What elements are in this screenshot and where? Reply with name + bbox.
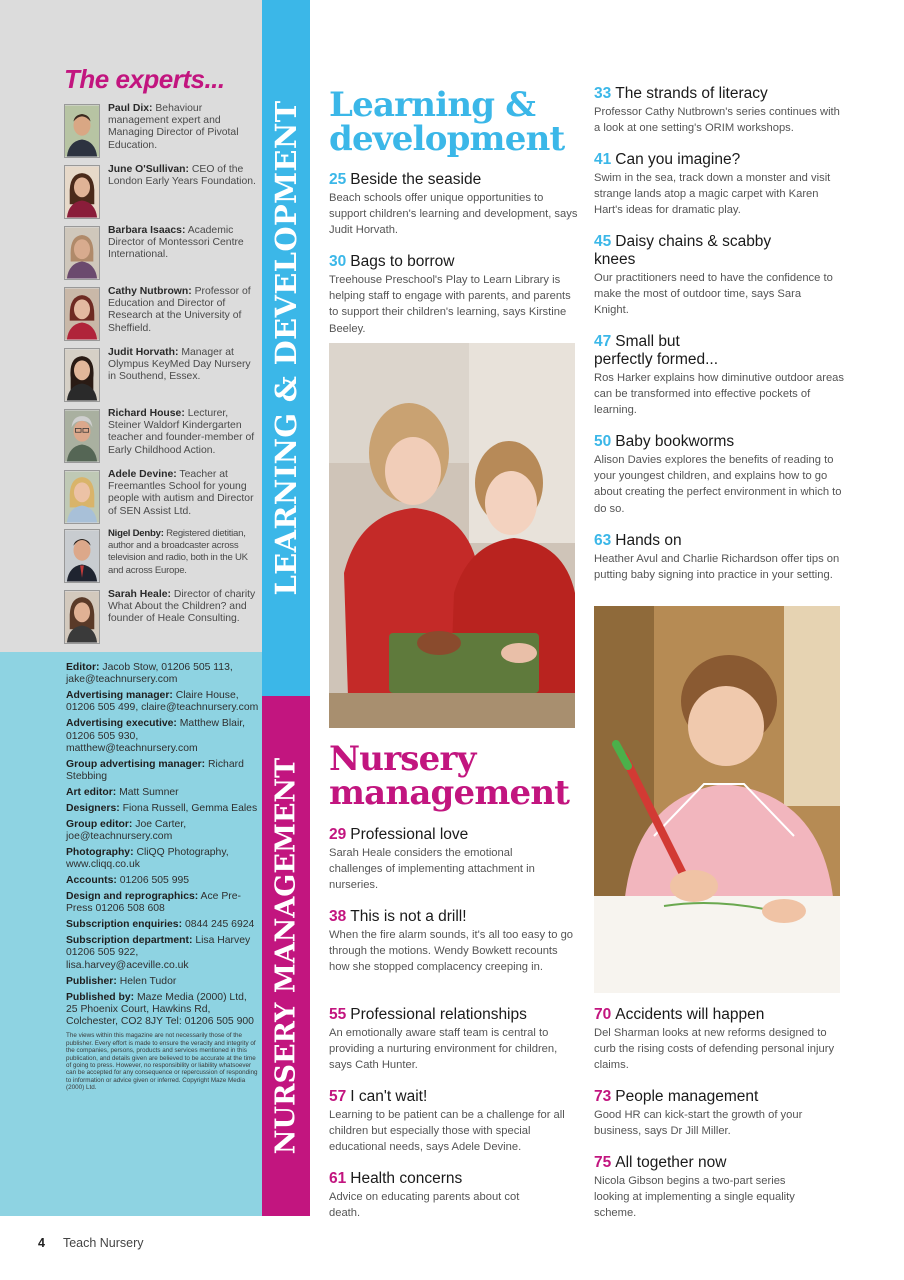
expert-photo xyxy=(64,165,100,219)
article-41[interactable]: 41 Can you imagine? Swim in the sea, track down a monster and visit strange lands atop a magic carpet with Karen Hart's ideas for dramatic play. xyxy=(594,151,831,217)
expert-entry xyxy=(64,590,260,648)
expert-desc: Professor of Education and Director of Research at the University of Sheffield. xyxy=(108,286,251,334)
boy-drawing-photo xyxy=(594,606,840,993)
management-vertical-label: NURSERY MANAGEMENT xyxy=(270,757,302,1155)
expert-photo xyxy=(64,226,100,280)
expert-name: Cathy Nutbrown: xyxy=(108,286,192,297)
article-50[interactable]: 50 Baby bookworms Alison Davies explores the benefits of reading to your youngest children, and explains how to go about creating the perfect environment in which to do so. xyxy=(594,433,842,515)
expert-name: Nigel Denby: xyxy=(108,528,164,539)
expert-desc: Registered dietitian, author and a broadcaster across television and radio, both in the UK and across Europe. xyxy=(108,528,248,576)
credit-editor: Editor: Jacob Stow, 01206 505 113, jake@teachnursery.com xyxy=(66,662,233,686)
learning-section-title: Learning & development xyxy=(329,85,565,159)
article-55[interactable]: 55 Professional relationships An emotionally aware staff team is central to providing a nurturing environment for children, says Cath Hunter. xyxy=(329,1006,558,1072)
management-section-bar xyxy=(262,696,310,1216)
expert-entry xyxy=(64,529,260,587)
expert-name: Paul Dix: xyxy=(108,103,153,114)
expert-entry xyxy=(64,348,260,406)
article-70[interactable]: 70 Accidents will happen Del Sharman looks at new reforms designed to curb the rising costs of defending personal injury claims. xyxy=(594,1006,835,1072)
expert-desc: Behaviour management expert and Managing Director of Pivotal Education. xyxy=(108,103,239,151)
credit-group-advertising-manager: Group advertising manager: Richard Stebbing xyxy=(66,758,244,783)
expert-photo xyxy=(64,409,100,463)
expert-entry xyxy=(64,409,260,467)
article-75[interactable]: 75 All together now Nicola Gibson begins a two-part series looking at implementing a single equality scheme. xyxy=(594,1154,795,1220)
management-section-title: Nursery management xyxy=(329,739,570,813)
credit-advertising-manager: Advertising manager: Claire House, 01206 505 499, claire@teachnursery.com xyxy=(66,690,259,714)
article-33[interactable]: 33 The strands of literacy Professor Cathy Nutbrown's series continues with a look at one setting's ORIM workshops. xyxy=(594,85,840,135)
expert-name: Barbara Isaacs: xyxy=(108,225,186,236)
expert-entry xyxy=(64,287,260,345)
credit-photography: Photography: CliQQ Photography, www.cliqq.co.uk xyxy=(66,847,229,871)
credit-subscription-department: Subscription department: Lisa Harvey 01206 505 922, lisa.harvey@aceville.co.uk xyxy=(66,935,251,971)
credit-design-reprographics: Design and reprographics: Ace Pre-Press 01206 508 608 xyxy=(66,891,241,915)
expert-entry xyxy=(64,470,260,528)
expert-name: Sarah Heale: xyxy=(108,589,171,600)
expert-entry xyxy=(64,104,260,162)
children-painting-photo xyxy=(329,343,575,728)
expert-photo xyxy=(64,529,100,583)
article-25[interactable]: 25 Beside the seaside Beach schools offer unique opportunities to support children's learning and development, says Judit Horvath. xyxy=(329,171,578,237)
expert-desc: Director of charity What About the Children? and founder of Heale Consulting. xyxy=(108,589,256,625)
credit-accounts: Accounts: 01206 505 995 xyxy=(66,875,190,887)
expert-desc: Teacher at Freemantles School for young people with autism and Director of SEN Assist Ltd. xyxy=(108,469,254,517)
disclaimer: The views within this magazine are not necessarily those of the publisher. Every effort is made to ensure the veracity and integrity of the companies, persons, products and services mentioned in this publication, and details given are believed to be accurate at the time of going to press. However, no responsibility or liability whatsoever can be accepted for any consequence or repercussion of responding to information or advice given or inferred. Copyright Maze Media (2000) Ltd. xyxy=(66,1032,258,1092)
credit-subscription-enquiries: Subscription enquiries: 0844 245 6924 xyxy=(66,919,255,931)
magazine-name: Teach Nursery xyxy=(62,1236,144,1250)
page-footer xyxy=(38,1236,144,1250)
article-38[interactable]: 38 This is not a drill! When the fire alarm sounds, it's all too easy to go through the motions. Wendy Bowkett recounts how she stopped complacency creeping in. xyxy=(329,908,574,974)
expert-desc: Manager at Olympus KeyMed Day Nursery in Southend, Essex. xyxy=(108,347,251,383)
expert-photo xyxy=(64,590,100,644)
expert-name: Judit Horvath: xyxy=(108,347,179,358)
learning-vertical-label: LEARNING & DEVELOPMENT xyxy=(269,100,303,596)
article-57[interactable]: 57 I can't wait! Learning to be patient can be a challenge for all children but especially those with special educational needs, says Adele Devine. xyxy=(329,1088,565,1154)
page-number: 4 xyxy=(38,1236,45,1250)
expert-photo xyxy=(64,348,100,402)
credit-advertising-executive: Advertising executive: Matthew Blair, 01206 505 930, matthew@teachnursery.com xyxy=(66,718,246,754)
article-61[interactable]: 61 Health concerns Advice on educating parents about cot death. xyxy=(329,1170,520,1220)
article-30[interactable]: 30 Bags to borrow Treehouse Preschool's Play to Learn Library is helping staff to engage with parents, and parents to support their children's learning, says Kirstine Beeley. xyxy=(329,253,571,335)
credit-group-editor: Group editor: Joe Carter, joe@teachnursery.com xyxy=(66,818,187,843)
article-45[interactable]: 45 Daisy chains & scabby knees Our practitioners need to have the confidence to make the most of outdoor time, says Sara Knight. xyxy=(594,233,833,317)
credits-list xyxy=(66,662,260,1092)
credit-publisher: Publisher: Helen Tudor xyxy=(66,975,177,987)
expert-entry xyxy=(64,226,260,284)
expert-photo xyxy=(64,470,100,524)
learning-section-bar xyxy=(262,0,310,696)
experts-title: The experts... xyxy=(64,64,225,94)
expert-name: Richard House: xyxy=(108,408,185,419)
expert-desc: Lecturer, Steiner Waldorf Kindergarten teacher and founder-member of Early Childhood Action. xyxy=(108,408,255,456)
expert-photo xyxy=(64,287,100,341)
credit-art-editor: Art editor: Matt Sumner xyxy=(66,787,179,799)
expert-name: June O'Sullivan: xyxy=(108,164,189,175)
credit-published-by: Published by: Maze Media (2000) Ltd, 25 Phoenix Court, Hawkins Rd, Colchester, CO2 8JY Tel: 01206 505 900 xyxy=(66,991,254,1028)
expert-desc: Academic Director of Montessori Centre International. xyxy=(108,225,244,261)
credit-designers: Designers: Fiona Russell, Gemma Eales xyxy=(66,802,258,814)
article-73[interactable]: 73 People management Good HR can kick-start the growth of your business, says Dr Jill Miller. xyxy=(594,1088,803,1138)
article-29[interactable]: 29 Professional love Sarah Heale considers the emotional challenges of implementing attachment in nurseries. xyxy=(329,826,535,892)
expert-photo xyxy=(64,104,100,158)
article-63[interactable]: 63 Hands on Heather Avul and Charlie Richardson offer tips on putting baby signing into practice in your setting. xyxy=(594,532,840,582)
expert-name: Adele Devine: xyxy=(108,469,177,480)
expert-entry xyxy=(64,165,260,223)
article-47[interactable]: 47 Small but perfectly formed... Ros Harker explains how diminutive outdoor areas can be transformed into effective pockets of learning. xyxy=(594,333,844,417)
expert-desc: CEO of the London Early Years Foundation. xyxy=(108,164,256,188)
